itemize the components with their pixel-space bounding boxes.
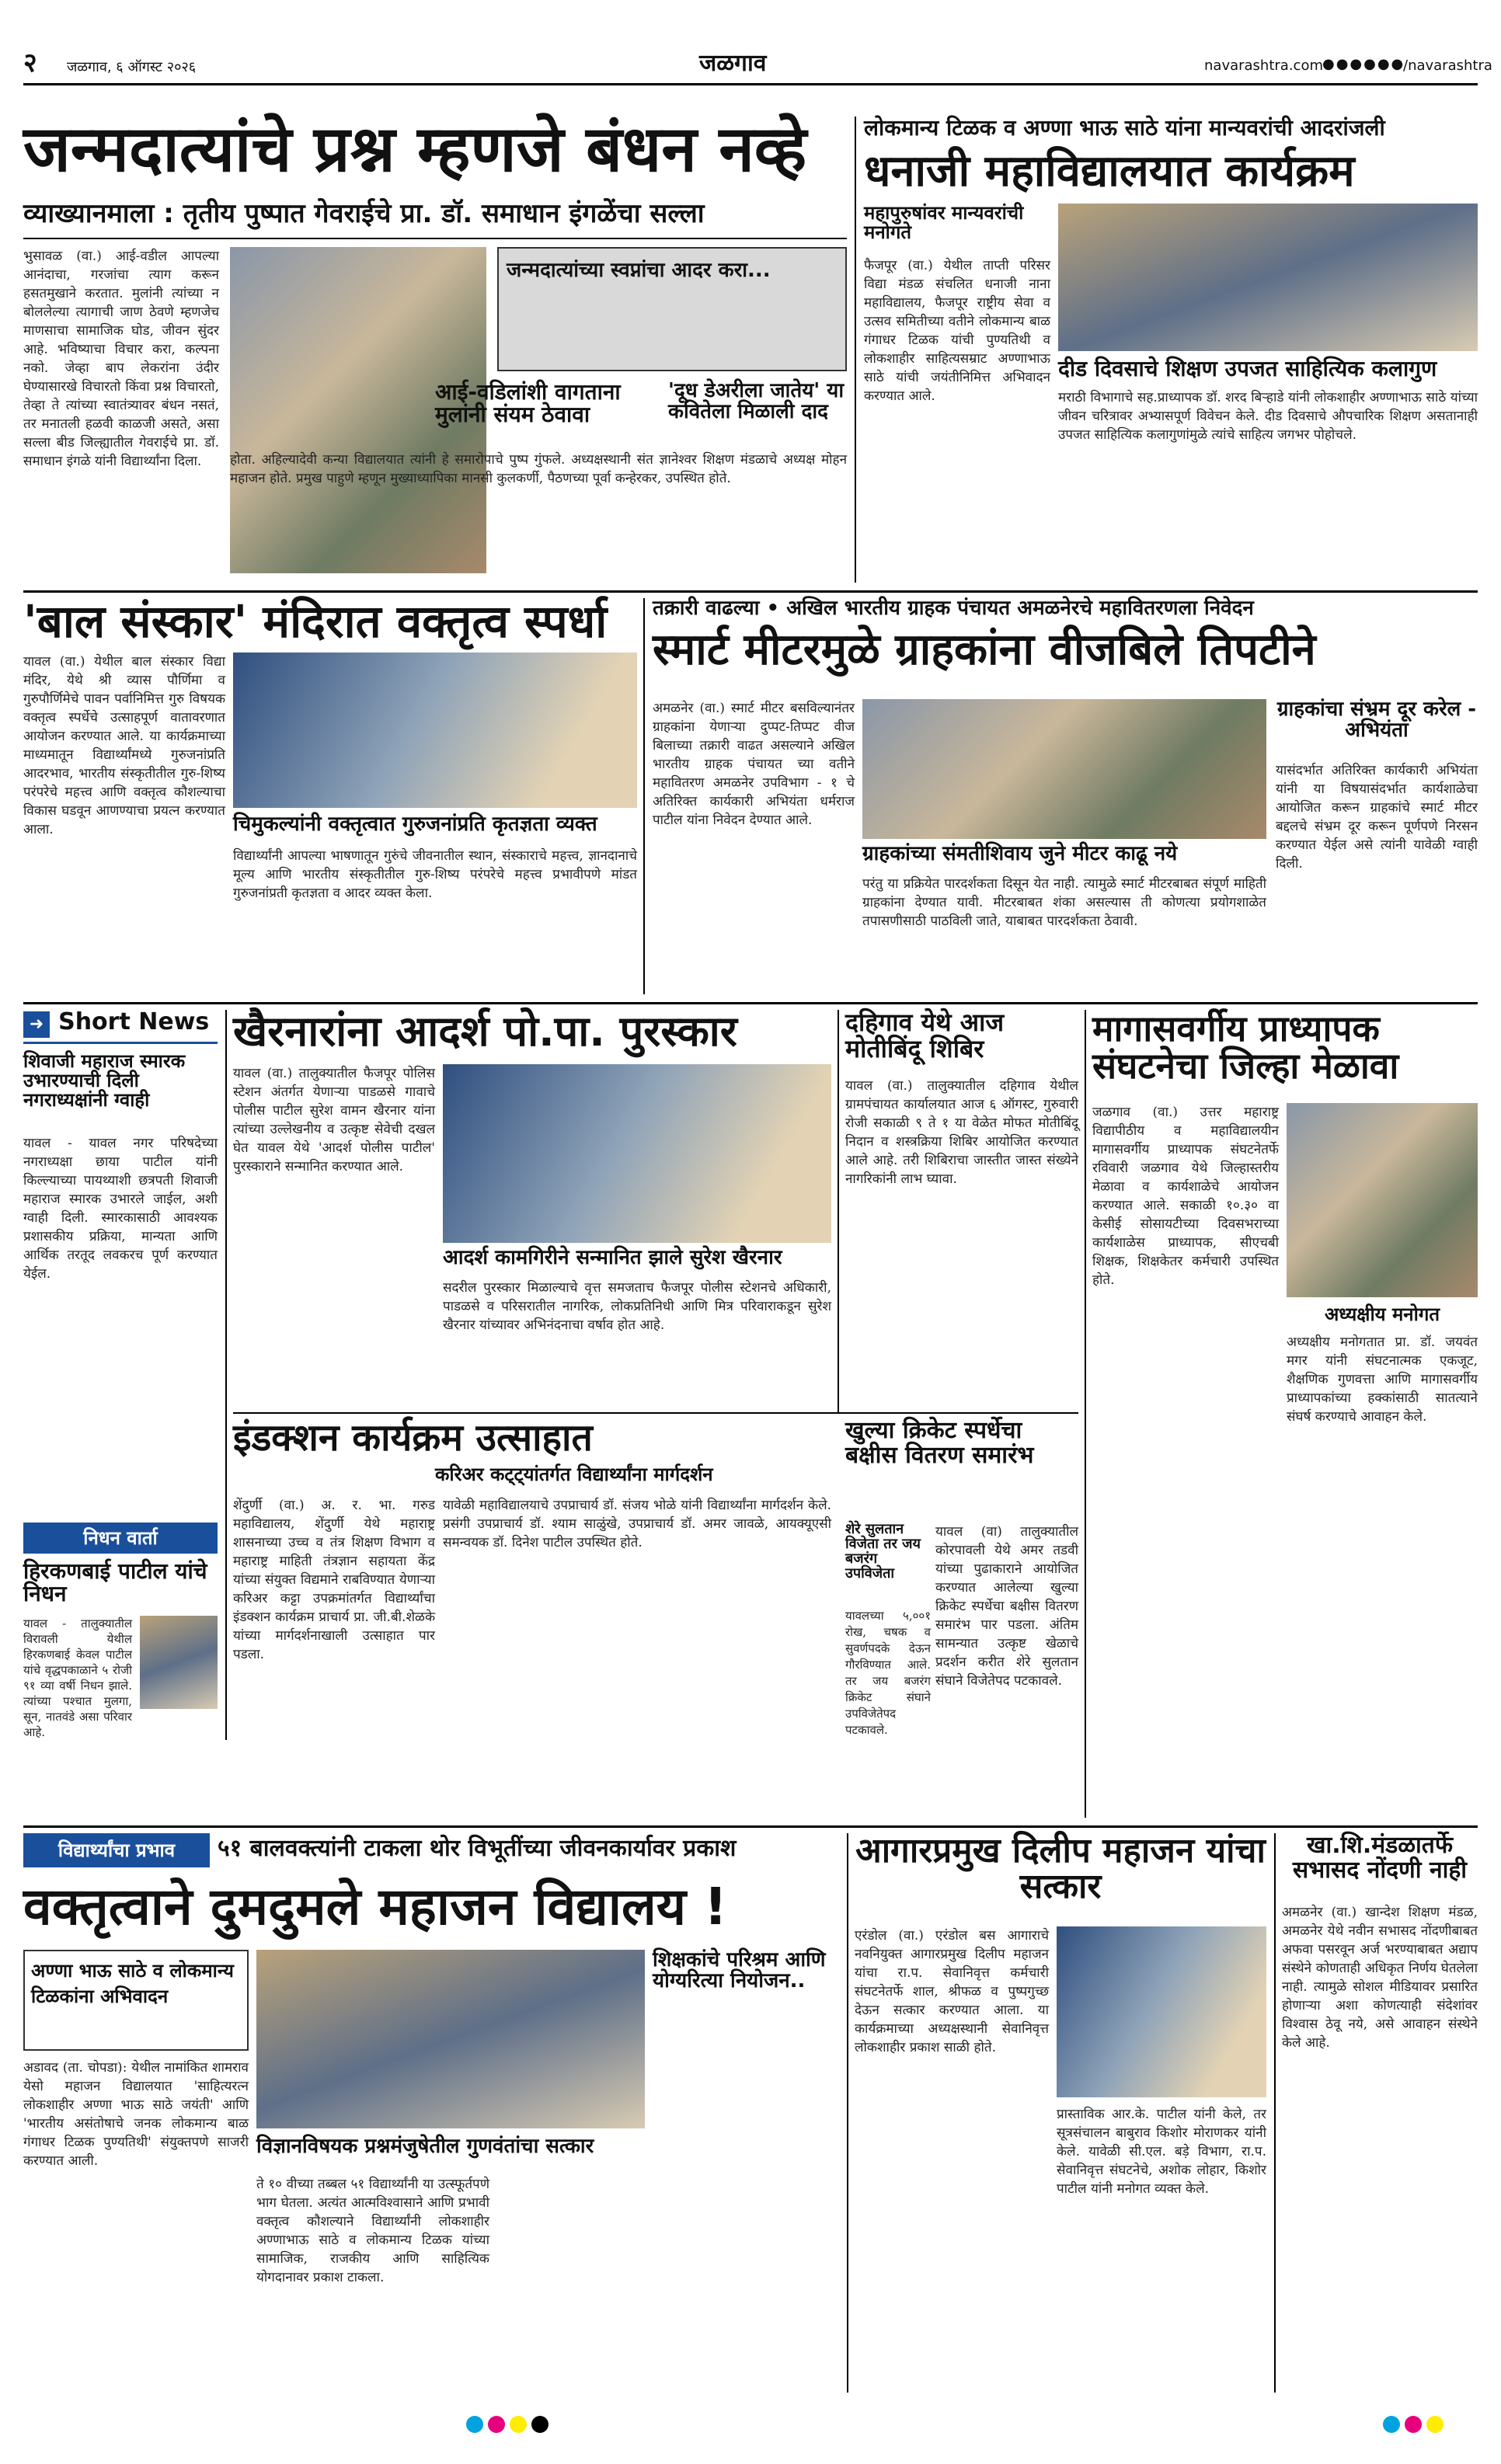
short-news-label: Short News [58,1008,210,1035]
s6-headline: दहिगाव येथे आज मोतीबिंदू शिबिर [845,1008,1005,1063]
s7-side-title: अध्यक्षीय मनोगत [1324,1303,1440,1325]
obit-photo [140,1616,218,1709]
s5-photo [443,1064,831,1243]
s4-photo [862,699,1266,839]
s1-subhead3: 'दूध डेअरीला जातेय' या कवितेला मिळाली दाद [668,379,845,424]
short-news-title: शिवाजी महाराज स्मारक उभारण्याची दिली नगराध्यक्षांनी ग्वाही [23,1050,186,1112]
s10-band: विद्यार्थ्यांचा प्रभाव [23,1833,210,1867]
s4-col2: परंतु या प्रक्रियेत पारदर्शकता दिसून येत नाही. त्यामुळे स्मार्ट मीटरबाबत संपूर्ण माहिती ग्राहकांना देण्यात यावी. मीटरबाबत शंका असल्यास ती कोणत्या प्रयोगशाळेत तपासणीसाठी पाठविली जाते, याबाबत पारदर्शकता ठेवावी. [862,876,1266,929]
s7-photo [1287,1103,1478,1297]
s1-headline: जन्मदात्यांचे प्रश्न म्हणजे बंधन नव्हे [23,113,807,186]
s10-headline: वक्तृत्वाने दुमदुमले महाजन विद्यालय ! [23,1877,728,1937]
s10-box [23,1950,249,2051]
dot-yellow [1426,2416,1444,2433]
s10-kicker: ५१ बालवक्त्यांनी टाकला थोर विभूतींच्या जीवनकार्यावर प्रकाश [218,1835,737,1862]
s11-headline: आगारप्रमुख दिलीप महाजन यांचा सत्कार [855,1831,1266,1907]
s4-kicker: तक्रारी वाढल्या • अखिल भारतीय ग्राहक पंचायत अमळनेरचे महावितरणला निवेदन [653,597,1254,620]
s10-photo [256,1950,645,2128]
s1-quote-box [497,247,847,371]
s3-col2: विद्यार्थ्यांनी आपल्या भाषणातून गुरुंचे जीवनातील स्थान, संस्काराचे महत्त्व, ज्ञानदानाचे मूल्य आणि भारतीय संस्कृतीतील गुरु-शिष्य परंपरेचे महत्त्व प्रभावीपणे मांडत गुरुजनांप्रती कृतज्ञता व आदर व्यक्त केला. [233,848,637,901]
s9-col1: यावल (वा) तालुक्यातील कोरपावली येथे अमर तडवी यांच्या पुढाकाराने आयोजित करण्यात आलेल्या खुल्या क्रिकेट स्पर्धेचा बक्षीस वितरण समारंभ पार पडला. अंतिम सामन्यात उत्कृष्ट खेळाचे प्रदर्शन करीत शेरे सुलतान संघाने विजेतेपद पटकावले. [935,1524,1078,1689]
s4-caption: ग्राहकांच्या संमतीशिवाय जुने मीटर काढू नये [862,842,1178,865]
s4-col1: अमळनेर (वा.) स्मार्ट मीटर बसविल्यानंतर ग्राहकांना येणाऱ्या दुप्पट-तिप्पट वीज बिलाच्या तक्रारी वाढत असल्याने अखिल भारतीय ग्राहक पंचायत च्या वतीने महावितरण अमळनेर उपविभाग - १ चे अतिरिक्त कार्यकारी अभियंता धर्मराज पाटील यांना निवेदन देण्यात आले. [653,701,855,828]
s10-col2: ते १० वीच्या तब्बल ५१ विद्यार्थ्यांनी या उत्स्फूर्तपणे भाग घेतला. अत्यंत आत्मविश्वासाने आणि प्रभावी वक्तृत्व कौशल्याने विद्यार्थ्यांनी लोकशाहीर अण्णाभाऊ साठे व लोकमान्य टिळक यांच्या सामाजिक, राजकीय आणि साहित्यिक योगदानावर प्रकाश टाकला. [256,2177,489,2285]
social-icons: ●●●●●● [1322,56,1405,72]
s2-caption: दीड दिवसाचे शिक्षण उपजत साहित्यिक कलागुण [1058,356,1437,381]
s8-col1: शेंदुर्णी (वा.) अ. र. भा. गरुड महाविद्यालय, शेंदुर्णी येथे महाराष्ट्र शासनाच्या उच्च व तंत्र शिक्षण विभाग व महाराष्ट्र माहिती तंत्रज्ञान सहायता केंद्र यांच्या संयुक्त विद्यमाने राबविण्यात येणाऱ्या करिअर कट्टा उपक्रमांतर्गत विद्यार्थ्यांचा इंडक्शन कार्यक्रम प्राचार्य प्रा. जी.बी.शेळके यांच्या मार्गदर्शनाखाली उत्साहात पार पडला. [233,1498,435,1662]
s3-headline: 'बाल संस्कार' मंदिरात वक्तृत्व स्पर्धा [23,595,608,648]
dot-cyan [1383,2416,1400,2433]
s4-side-text: यासंदर्भात अतिरिक्त कार्यकारी अभियंता यांनी या विषयासंदर्भात कार्यशाळेचा आयोजित करून ग्राहकांचे स्मार्ट मीटर बद्दलचे संभ्रम दूर करून पूर्णपणे निरसन करण्यात येईल असे त्यांनी यावेळी ग्वाही दिली. [1276,763,1478,872]
s12-col1: अमळनेर (वा.) खान्देश शिक्षण मंडळ, अमळनेर येथे नवीन सभासद नोंदणीबाबत अफवा पसरवून अर्ज भरण्याबाबत अद्याप संस्थेने कोणताही अधिकृत निर्णय घेतलेला नाही. त्यामुळे सोशल मीडियावर प्रसारित होणाऱ्या अशा कोणत्याही संदेशांवर विश्वास ठेवू नये, असे आवाहन संस्थेने केले आहे. [1282,1905,1478,2051]
s7-headline: मागासवर्गीय प्राध्यापक संघटनेचा जिल्हा मेळावा [1092,1008,1399,1088]
s4-side-title: ग्राहकांचा संभ्रम दूर करेल - अभियंता [1276,698,1477,743]
dot-cyan [466,2416,483,2433]
obit-band: निधन वार्ता [23,1523,218,1554]
registration-marks-left [466,2416,590,2439]
s9-col2: यावलच्या ५,००१ रोख, चषक व सुवर्णपदके देऊन गौरविण्यात आले. तर जय बजरंग क्रिकेट संघाने उपविजेतेपद पटकावले. [845,1609,931,1737]
short-news-header [23,1010,218,1044]
s3-photo [233,653,637,808]
edition-name: जळगाव [699,50,767,77]
obit-text: यावल - तालुक्यातील विरावली येथील हिरकणबाई केवल पाटील यांचे वृद्धपकाळाने ५ रोजी ९१ व्या वर्षी निधन झाले. त्यांच्या पश्चात मुलगा, सून, नातवंडे असा परिवार आहे. [23,1617,132,1739]
s11-col1: एरंडोल (वा.) एरंडोल बस आगाराचे नवनियुक्त आगारप्रमुख दिलीप महाजन यांचा रा.प. सेवानिवृत्त कर्मचारी संघटनेतर्फे शाल, श्रीफळ व पुष्पगुच्छ देऊन सत्कार करण्यात आला. या कार्यक्रमाच्या अध्यक्षस्थानी सेवानिवृत्त लोकशाहीर प्रकाश साळी होते. [855,1928,1049,2055]
s7-col1: जळगाव (वा.) उत्तर महाराष्ट्र विद्यापीठीय व महाविद्यालयीन मागासवर्गीय प्राध्यापक संघटनेतर्फे रविवारी जळगाव येथे जिल्हास्तरीय मेळावा व कार्यशाळेचे आयोजन करण्यात आले. सकाळी १०.३० वा केसीई सोसायटीच्या दिवसभराच्या कार्यशाळेस प्राध्यापक, सीएचबी शिक्षक, शिक्षकेतर कर्मचारी उपस्थित होते. [1092,1105,1279,1288]
s3-caption: चिमुकल्यांनी वक्तृत्वात गुरुजनांप्रति कृतज्ञता व्यक्त [233,813,597,836]
masthead [23,47,1492,85]
obit-title: हिरकणबाई पाटील यांचे निधन [23,1558,207,1607]
s1-quote-title: जन्मदात्यांच्या स्वप्नांचा आदर करा... [507,259,771,282]
s3-col1: यावल (वा.) येथील बाल संस्कार विद्या मंदिर, येथे श्री व्यास पौर्णिमा व गुरुपौर्णिमेचे पावन पर्वानिमित्त गुरु विषयक वक्तृत्व स्पर्धेचे उत्साहपूर्ण वातावरणात आयोजन करण्यात आले. या कार्यक्रमाच्या माध्यमातून विद्यार्थ्यांमध्ये गुरुजनांप्रति आदरभाव, भारतीय संस्कृतीतील गुरु-शिष्य परंपरेचे महत्त्व आणि वक्तृत्व कौशल्याचा विकास घडवून आणण्याचा प्रयत्न करण्यात आला. [23,654,225,837]
issue-date: जळगाव, ६ ऑगस्ट २०२६ [67,59,197,75]
s7-col2: अध्यक्षीय मनोगतात प्रा. डॉ. जयवंत मगर यांनी संघटनात्मक एकजूट, शैक्षणिक गुणवत्ता आणि मागासवर्गीय प्राध्यापकांच्या हक्कांसाठी सातत्याने संघर्ष करण्याचे आवाहन केले. [1287,1335,1478,1425]
s5-col1: यावल (वा.) तालुक्यातील फैजपूर पोलिस स्टेशन अंतर्गत येणाऱ्या पाडळसे गावाचे पोलीस पाटील सुरेश वामन खैरनार यांना त्यांच्या उल्लेखनीय व उत्कृष्ट सेवेची दखल घेत यावल येथे 'आदर्श पोलीस पाटील' पुरस्काराने सन्मानित करण्यात आले. [233,1066,435,1175]
s1-subhead: व्याख्यानमाला : तृतीय पुष्पात गेवराईचे प्रा. डॉ. समाधान इंगळेंचा सल्ला [23,198,705,229]
dot-magenta [1405,2416,1422,2433]
social-handle: /navarashtra [1403,57,1492,74]
s11-col2: प्रास्ताविक आर.के. पाटील यांनी केले, तर सूत्रसंचालन बाबुराव किशोर मोराणकर यांनी केले. यावेळी सी.एल. बड़े विभाग, रा.प. सेवानिवृत्त संघटनेचे, अशोक लोहार, किशोर पाटील यांनी मनोगत व्यक्त केले. [1057,2107,1266,2197]
s2-photo [1058,204,1478,351]
s5-headline: खैरनारांना आदर्श पो.पा. पुरस्कार [233,1007,737,1056]
registration-marks-right [1383,2416,1476,2439]
s1-col1: भुसावळ (वा.) आई-वडील आपल्या आनंदाचा, गरजांचा त्याग करून हसतमुखाने करतात. मुलांनी त्यांच्या न बोललेल्या त्यागाची जाण ठेवणे म्हणजेच माणसाचा सामाजिक घोड, जीवन सुंदर आहे. भविष्याचा विचार करा, कल्पना नको. जेव्हा बाप लेकरांना उंदीर घेण्यासारखे विचारतो किंवा प्रश्न विचारतो, तेव्हा ते त्यांच्या स्वातंत्र्यावर बंधन नसतं, तर मनातली हळवी काळजी असते, असा सल्ला बीड जिल्ह्यातील गेवराईचे प्रा. डॉ. समाधान इंगळे यांनी विद्यार्थ्यांना दिला. [23,249,219,469]
s8-subhead: करिअर कट्ट्यांतर्गत विद्यार्थ्यांना मार्गदर्शन [435,1463,713,1485]
s2-side-title: महापुरुषांवर मान्यवरांची मनोगते [864,202,1024,244]
s9-headline: खुल्या क्रिकेट स्पर्धेचा बक्षीस वितरण समारंभ [845,1417,1034,1469]
s2-kicker: लोकमान्य टिळक व अण्णा भाऊ साठे यांना मान्यवरांची आदरांजली [864,115,1385,141]
s9-side-title: शेरे सुलतान विजेता तर जय बजरंग उपविजेता [845,1521,921,1582]
page-number: २ [23,47,37,78]
short-news-text: यावल - यावल नगर परिषदेच्या नगराध्यक्षा छाया पाटील यांनी किल्ल्याच्या पायथ्याशी छत्रपती शिवाजी महाराज स्मारक उभारले जाईल, अशी ग्वाही दिली. स्मारकासाठी आवश्यक प्रशासकीय प्रक्रिया, मान्यता आणि आर्थिक तरतूद लवकरच पूर्ण करण्यात येईल. [23,1136,218,1282]
s10-col1: अडावद (ता. चोपडा): येथील नामांकित शामराव येसो महाजन विद्यालयात 'साहित्यरत्न लोकशाहीर अण्णा भाऊ साठे जयंती' आणि 'भारतीय असंतोषाचे जनक लोकमान्य बाळ गंगाधर टिळक पुण्यतिथी' संयुक्तपणे साजरी करण्यात आली. [23,2060,249,2169]
site-url[interactable]: navarashtra.com [1204,57,1323,74]
s10-subhead: विज्ञानविषयक प्रश्नमंजुषेतील गुणवंतांचा सत्कार [256,2135,594,2158]
s5-col2: सदरील पुरस्कार मिळाल्याचे वृत्त समजताच फैजपूर पोलीस स्टेशनचे अधिकारी, पाडळसे व परिसरातील नागरिक, लोकप्रतिनिधी आणि मित्र परिवाराकडून सुरेश खैरनार यांच्यावर अभिनंदनाचा वर्षाव होत आहे. [443,1280,831,1333]
dot-magenta [488,2416,505,2433]
s1-col2: होता. अहिल्यादेवी कन्या विद्यालयात त्यांनी हे समारोपाचे पुष्प गुंफले. अध्यक्षस्थानी संत ज्ञानेश्वर शिक्षण मंडळाचे अध्यक्ष मोहन महाजन होते. प्रमुख पाहुणे म्हणून मुख्याध्यापिका मानसी कुलकर्णी, पैठणच्या पूर्वा कन्हेरकर, उपस्थित होते. [230,452,847,486]
s4-headline: स्मार्ट मीटरमुळे ग्राहकांना वीजबिले तिपटीने [653,625,1316,675]
s2-col1: फैजपूर (वा.) येथील ताप्ती परिसर विद्या मंडळ संचलित धनाजी नाना महाविद्यालय, फैजपूर राष्ट्रीय सेवा व उत्सव समितीच्या वतीने लोकमान्य बाळ गंगाधर टिळक यांची पुण्यतिथी व लोकशाहीर साहित्यसम्राट अण्णाभाऊ साठे यांची जयंतीनिमित्त अभिवादन करण्यात आले. [864,258,1050,404]
s11-photo [1057,1926,1266,2097]
arrow-right-icon: ➜ [23,1011,50,1038]
s10-box-title: अण्णा भाऊ साठे व लोकमान्य टिळकांना अभिवादन [31,1960,234,2007]
s2-headline: धनाजी महाविद्यालयात कार्यक्रम [864,146,1355,197]
dot-black [531,2416,549,2433]
s8-headline: इंडक्शन कार्यक्रम उत्साहात [233,1416,593,1460]
s12-headline: खा.शि.मंडळातर्फे सभासद नोंदणी नाही [1292,1832,1468,1884]
s8-col2: यावेळी महाविद्यालयाचे उपप्राचार्य डॉ. संजय भोळे यांनी विद्यार्थ्यांना मार्गदर्शन केले. प्रसंगी उपप्राचार्य डॉ. श्याम साळुंखे, उपप्राचार्य डॉ. अमर जावळे, आयक्यूएसी समन्वयक डॉ. दिनेश पाटील उपस्थित होते. [443,1498,831,1550]
s6-col1: यावल (वा.) तालुक्यातील दहिगाव येथील ग्रामपंचायत कार्यालयात आज ६ ऑगस्ट, गुरुवारी रोजी सकाळी ९ ते १ या वेळेत मोफत मोतीबिंदू निदान व शस्त्रक्रिया शिबिर आयोजित करण्यात आले आहे. तरी शिबिराचा जास्तीत जास्त संख्येने नागरिकांनी लाभ घ्यावा. [845,1078,1078,1187]
s5-caption: आदर्श कामगिरीने सन्मानित झाले सुरेश खैरनार [443,1246,782,1269]
s1-subhead2: आई-वडिलांशी वागताना मुलांनी संयम ठेवावा [435,379,621,428]
s10-side-title: शिक्षकांचे परिश्रम आणि योग्यरित्या नियोजन.. [653,1948,826,1993]
s2-col2: मराठी विभागाचे सह.प्राध्यापक डॉ. शरद बिऱ्हाडे यांनी लोकशाहीर अण्णाभाऊ साठे यांच्या जीवन चरित्रावर अभ्यासपूर्ण विवेचन केले. दीड दिवसाचे औपचारिक शिक्षण असतानाही उपजत साहित्यिक कलागुणांमुळे त्यांचे साहित्य जगभर पोहोचले. [1058,390,1478,443]
dot-yellow [510,2416,527,2433]
